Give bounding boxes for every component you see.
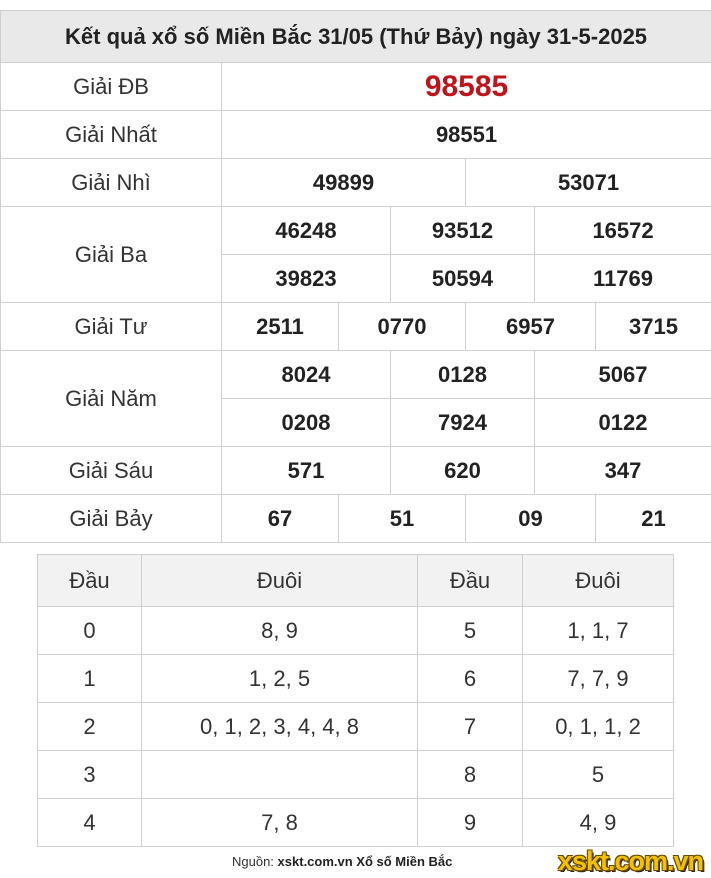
- prize-label-second: Giải Nhì: [1, 159, 222, 207]
- tail-digits: 0, 1, 1, 2: [523, 703, 674, 751]
- third-prize-number: 93512: [391, 207, 535, 255]
- third-prize-number: 11769: [535, 255, 711, 303]
- row-third: [1, 207, 711, 255]
- footer: [0, 846, 711, 878]
- tail-column-header: Đuôi: [523, 555, 674, 607]
- fourth-prize-number: 6957: [466, 303, 596, 351]
- row-first: [1, 111, 711, 159]
- tail-digits: 7, 8: [142, 799, 418, 847]
- seventh-prize-number: 21: [596, 495, 711, 543]
- tail-digits: 8, 9: [142, 607, 418, 655]
- prize-label-special: Giải ĐB: [1, 63, 222, 111]
- tail-digits: 4, 9: [523, 799, 674, 847]
- head-digit: 8: [418, 751, 523, 799]
- fifth-prize-number: 5067: [535, 351, 711, 399]
- third-prize-number: 50594: [391, 255, 535, 303]
- head-digit: 5: [418, 607, 523, 655]
- fourth-prize-number: 0770: [339, 303, 466, 351]
- fourth-prize-number: 3715: [596, 303, 711, 351]
- fifth-prize-number: 0128: [391, 351, 535, 399]
- row-special: [1, 63, 711, 111]
- tail-digits: 5: [523, 751, 674, 799]
- fifth-prize-number: 7924: [391, 399, 535, 447]
- sixth-prize-number: 347: [535, 447, 711, 495]
- first-prize-number: 98551: [222, 111, 711, 159]
- head-column-header: Đầu: [38, 555, 142, 607]
- prize-label-fifth: Giải Năm: [1, 351, 222, 447]
- row-fourth: [1, 303, 711, 351]
- seventh-prize-number: 51: [339, 495, 466, 543]
- seventh-prize-number: 09: [466, 495, 596, 543]
- tail-column-header: Đuôi: [142, 555, 418, 607]
- third-prize-number: 16572: [535, 207, 711, 255]
- third-prize-number: 46248: [222, 207, 391, 255]
- fifth-prize-number: 0122: [535, 399, 711, 447]
- fifth-prize-number: 0208: [222, 399, 391, 447]
- prize-label-first: Giải Nhất: [1, 111, 222, 159]
- row-second: [1, 159, 711, 207]
- prize-label-third: Giải Ba: [1, 207, 222, 303]
- results-table: [0, 10, 711, 543]
- prize-label-seventh: Giải Bảy: [1, 495, 222, 543]
- site-logo: xskt.com.vn: [557, 846, 703, 876]
- row-seventh: [1, 495, 711, 543]
- tail-digits: 7, 7, 9: [523, 655, 674, 703]
- loto-head-tail-table: [37, 554, 674, 847]
- fourth-prize-number: 2511: [222, 303, 339, 351]
- head-column-header: Đầu: [418, 555, 523, 607]
- table-row: [38, 751, 674, 799]
- page-title: Kết quả xổ số Miền Bắc 31/05 (Thứ Bảy) ngày 31-5-2025: [1, 11, 711, 63]
- fifth-prize-number: 8024: [222, 351, 391, 399]
- row-fifth: [1, 351, 711, 399]
- head-digit: 4: [38, 799, 142, 847]
- special-prize-number: 98585: [222, 63, 711, 111]
- source-credit: [232, 854, 452, 869]
- tail-digits: 0, 1, 2, 3, 4, 4, 8: [142, 703, 418, 751]
- table-row: [38, 703, 674, 751]
- sixth-prize-number: 571: [222, 447, 391, 495]
- table-row: [38, 607, 674, 655]
- seventh-prize-number: 67: [222, 495, 339, 543]
- head-digit: 0: [38, 607, 142, 655]
- prize-label-fourth: Giải Tư: [1, 303, 222, 351]
- tail-digits: 1, 1, 7: [523, 607, 674, 655]
- source-prefix: Nguồn:: [232, 854, 274, 869]
- prize-label-sixth: Giải Sáu: [1, 447, 222, 495]
- head-digit: 2: [38, 703, 142, 751]
- source-site: xskt.com.vn Xổ số Miền Bắc: [277, 854, 453, 869]
- head-digit: 6: [418, 655, 523, 703]
- second-prize-number: 53071: [466, 159, 711, 207]
- sixth-prize-number: 620: [391, 447, 535, 495]
- loto-header-row: [38, 555, 674, 607]
- third-prize-number: 39823: [222, 255, 391, 303]
- tail-digits: 1, 2, 5: [142, 655, 418, 703]
- row-sixth: [1, 447, 711, 495]
- head-digit: 3: [38, 751, 142, 799]
- head-digit: 9: [418, 799, 523, 847]
- table-row: [38, 799, 674, 847]
- head-digit: 7: [418, 703, 523, 751]
- table-row: [38, 655, 674, 703]
- tail-digits: [142, 751, 418, 799]
- second-prize-number: 49899: [222, 159, 466, 207]
- head-digit: 1: [38, 655, 142, 703]
